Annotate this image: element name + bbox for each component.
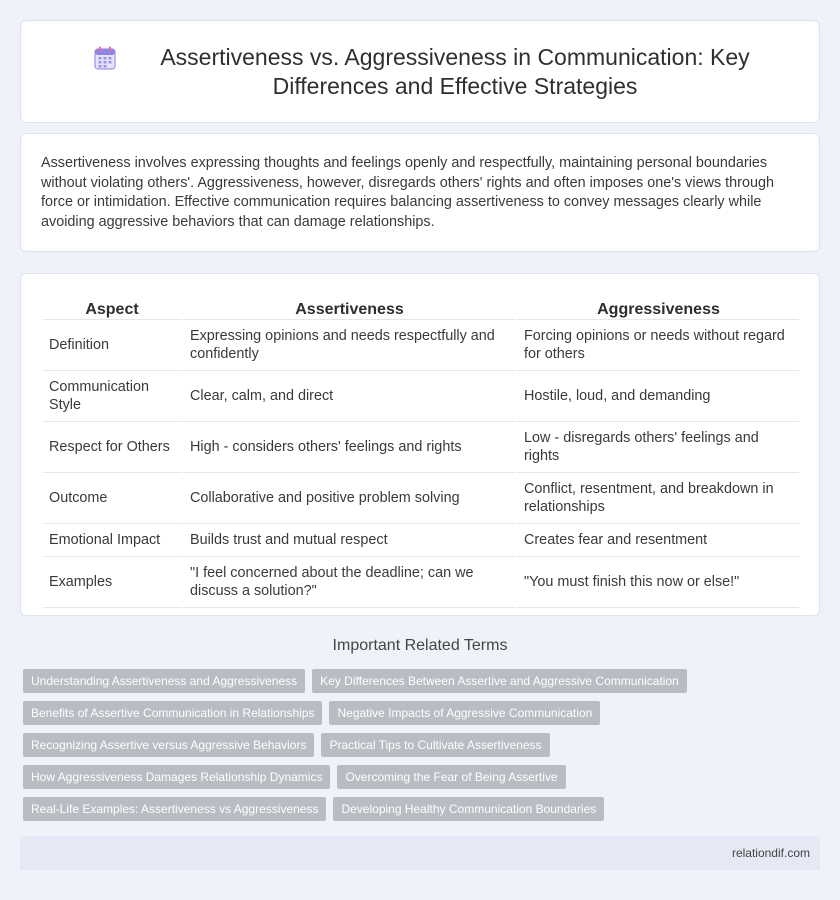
aggressiveness-cell: Conflict, resentment, and breakdown in relationships: [515, 473, 799, 524]
aggressiveness-cell: Forcing opinions or needs without regard for others: [515, 320, 799, 371]
related-terms-title: Important Related Terms: [332, 637, 508, 654]
aggressiveness-cell: Low - disregards others' feelings and rights: [515, 422, 799, 473]
related-term-tag[interactable]: Recognizing Assertive versus Aggressive Behaviors: [23, 733, 314, 757]
footer-site-link[interactable]: relationdif.com: [731, 846, 810, 860]
aspect-cell: Emotional Impact: [43, 524, 181, 557]
related-term-tag[interactable]: Overcoming the Fear of Being Assertive: [337, 765, 565, 789]
related-terms-list: [23, 669, 813, 829]
related-term-tag[interactable]: Developing Healthy Communication Boundaries: [333, 797, 604, 821]
table-row: [43, 371, 799, 422]
table-row: [43, 320, 799, 371]
assertiveness-cell: Clear, calm, and direct: [181, 371, 515, 422]
intro-paragraph: Assertiveness involves expressing thoughts and feelings openly and respectfully, maintaining personal boundaries without violating others'. Aggressiveness, however, disregards others' rights and often imposes one's views through force or intimidation. Effective communication requires balancing assertiveness to convey messages clearly while avoiding aggressive behaviors that can damage relationships.: [41, 155, 774, 230]
page-title: Assertiveness vs. Aggressiveness in Communication: Key Differences and Effective Strategies: [160, 44, 750, 99]
aggressiveness-cell: "You must finish this now or else!": [515, 557, 799, 608]
aggressiveness-cell: Hostile, loud, and demanding: [515, 371, 799, 422]
comparison-table-card: [20, 273, 820, 616]
table-row: [43, 473, 799, 524]
related-term-tag[interactable]: Practical Tips to Cultivate Assertiveness: [321, 733, 549, 757]
aspect-cell: Respect for Others: [43, 422, 181, 473]
aspect-cell: Communication Style: [43, 371, 181, 422]
aspect-cell: Definition: [43, 320, 181, 371]
related-term-tag[interactable]: Understanding Assertiveness and Aggressiveness: [23, 669, 305, 693]
aspect-cell: Examples: [43, 557, 181, 608]
comparison-table: [43, 296, 799, 608]
table-row: [43, 422, 799, 473]
assertiveness-cell: Builds trust and mutual respect: [181, 524, 515, 557]
table-row: [43, 524, 799, 557]
column-header-assertiveness: Assertiveness: [181, 296, 515, 320]
related-term-tag[interactable]: Real-Life Examples: Assertiveness vs Aggressiveness: [23, 797, 326, 821]
related-term-tag[interactable]: Benefits of Assertive Communication in Relationships: [23, 701, 322, 725]
column-header-aggressiveness: Aggressiveness: [515, 296, 799, 320]
table-row: [43, 557, 799, 608]
footer: [20, 836, 820, 870]
related-term-tag[interactable]: Negative Impacts of Aggressive Communication: [329, 701, 600, 725]
related-term-tag[interactable]: Key Differences Between Assertive and Aggressive Communication: [312, 669, 687, 693]
aspect-cell: Outcome: [43, 473, 181, 524]
aggressiveness-cell: Creates fear and resentment: [515, 524, 799, 557]
header-card: [20, 20, 820, 123]
assertiveness-cell: Expressing opinions and needs respectfully and confidently: [181, 320, 515, 371]
intro-card: [20, 133, 820, 252]
table-header-row: [43, 296, 799, 320]
assertiveness-cell: "I feel concerned about the deadline; can we discuss a solution?": [181, 557, 515, 608]
assertiveness-cell: High - considers others' feelings and rights: [181, 422, 515, 473]
related-term-tag[interactable]: How Aggressiveness Damages Relationship Dynamics: [23, 765, 330, 789]
column-header-aspect: Aspect: [43, 296, 181, 320]
assertiveness-cell: Collaborative and positive problem solving: [181, 473, 515, 524]
